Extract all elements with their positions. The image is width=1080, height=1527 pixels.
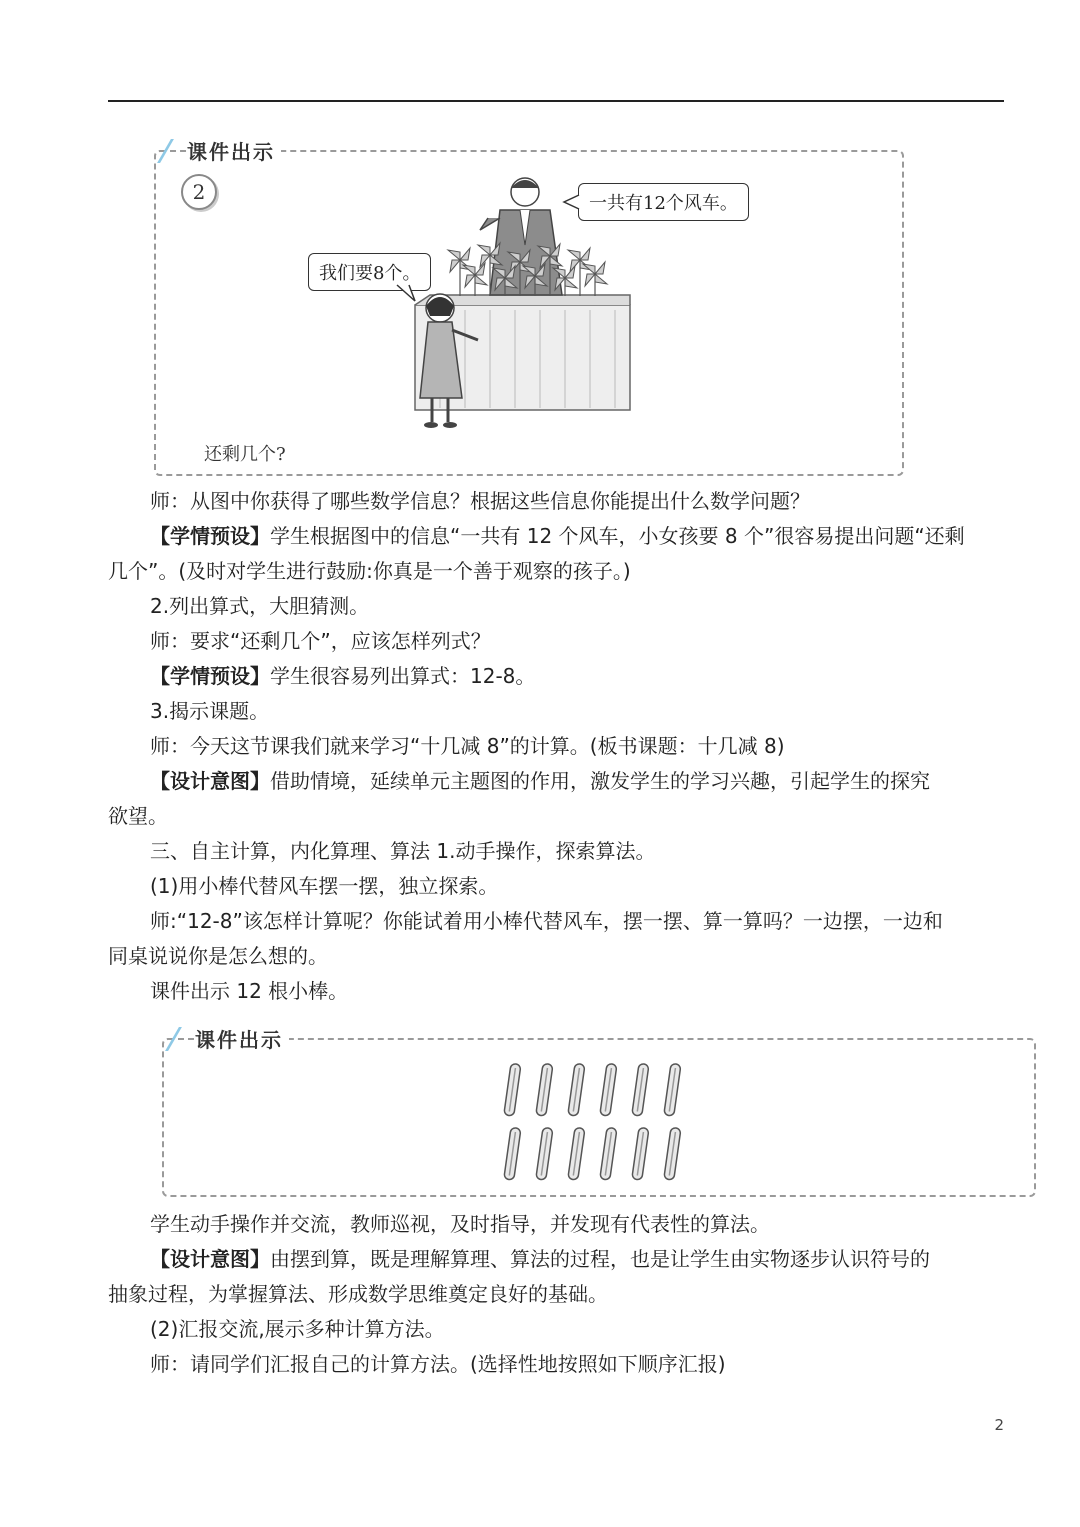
paragraph: 欲望。 bbox=[108, 804, 168, 828]
paragraph: 【设计意图】由摆到算，既是理解算理、算法的过程，也是让学生由实物逐步认识符号的 bbox=[150, 1247, 930, 1271]
paragraph: 【设计意图】借助情境，延续单元主题图的作用，激发学生的学习兴趣，引起学生的探究 bbox=[150, 769, 930, 793]
header-rule bbox=[108, 100, 1004, 102]
stick bbox=[632, 1063, 649, 1116]
paragraph: (1)用小棒代替风车摆一摆，独立探索。 bbox=[150, 874, 499, 898]
paragraph: 师：请同学们汇报自己的计算方法。(选择性地按照如下顺序汇报) bbox=[150, 1352, 726, 1376]
paragraph: 三、自主计算，内化算理、算法 1.动手操作，探索算法。 bbox=[150, 839, 656, 863]
stick bbox=[536, 1127, 553, 1180]
paragraph: 2.列出算式，大胆猜测。 bbox=[150, 594, 370, 618]
sticks-illustration bbox=[500, 1058, 700, 1188]
paragraph: 几个”。(及时对学生进行鼓励:你真是一个善于观察的孩子。) bbox=[108, 559, 631, 583]
stick bbox=[664, 1127, 681, 1180]
paragraph: 同桌说说你是怎么想的。 bbox=[108, 944, 328, 968]
teacher-speech-bubble: 一共有12个风车。 bbox=[578, 183, 749, 221]
stick bbox=[632, 1127, 649, 1180]
stick bbox=[600, 1063, 617, 1116]
paragraph: 3.揭示课题。 bbox=[150, 699, 270, 723]
paragraph: 师：今天这节课我们就来学习“十几减 8”的计算。(板书课题：十几减 8) bbox=[150, 734, 785, 758]
example-number: 2 bbox=[181, 174, 217, 210]
girl-speech-bubble: 我们要8个。 bbox=[308, 253, 431, 291]
paragraph: (2)汇报交流,展示多种计算方法。 bbox=[150, 1317, 445, 1341]
stick bbox=[536, 1063, 553, 1116]
stick bbox=[568, 1063, 585, 1116]
stick bbox=[600, 1127, 617, 1180]
paragraph: 【学情预设】学生很容易列出算式：12-8。 bbox=[150, 664, 536, 688]
figure-tag-label: 课件出示 bbox=[187, 136, 281, 165]
paragraph: 师：要求“还剩几个”，应该怎样列式？ bbox=[150, 629, 491, 653]
page-number: 2 bbox=[994, 1416, 1004, 1434]
stick bbox=[568, 1127, 585, 1180]
stick bbox=[504, 1127, 521, 1180]
paragraph: 学生动手操作并交流，教师巡视，及时指导，并发现有代表性的算法。 bbox=[150, 1212, 770, 1236]
paragraph: 抽象过程，为掌握算法、形成数学思维奠定良好的基础。 bbox=[108, 1282, 608, 1306]
figure-question: 还剩几个? bbox=[204, 444, 286, 465]
paragraph: 课件出示 12 根小棒。 bbox=[150, 979, 349, 1003]
figure-tag-label: 课件出示 bbox=[195, 1024, 289, 1053]
girl-bubble-tail bbox=[395, 285, 421, 305]
stick bbox=[504, 1063, 521, 1116]
teacher-bubble-tail bbox=[562, 193, 582, 213]
paragraph: 师:“12-8”该怎样计算呢？你能试着用小棒代替风车，摆一摆、算一算吗？一边摆，一边和 bbox=[150, 909, 943, 933]
paragraph: 师：从图中你获得了哪些数学信息？根据这些信息你能提出什么数学问题？ bbox=[150, 489, 810, 513]
figure-tag bbox=[172, 1024, 289, 1053]
paragraph: 【学情预设】学生根据图中的信息“一共有 12 个风车，小女孩要 8 个”很容易提出问题“还剩 bbox=[150, 524, 965, 548]
stick bbox=[664, 1063, 681, 1116]
figure-tag bbox=[164, 136, 281, 165]
